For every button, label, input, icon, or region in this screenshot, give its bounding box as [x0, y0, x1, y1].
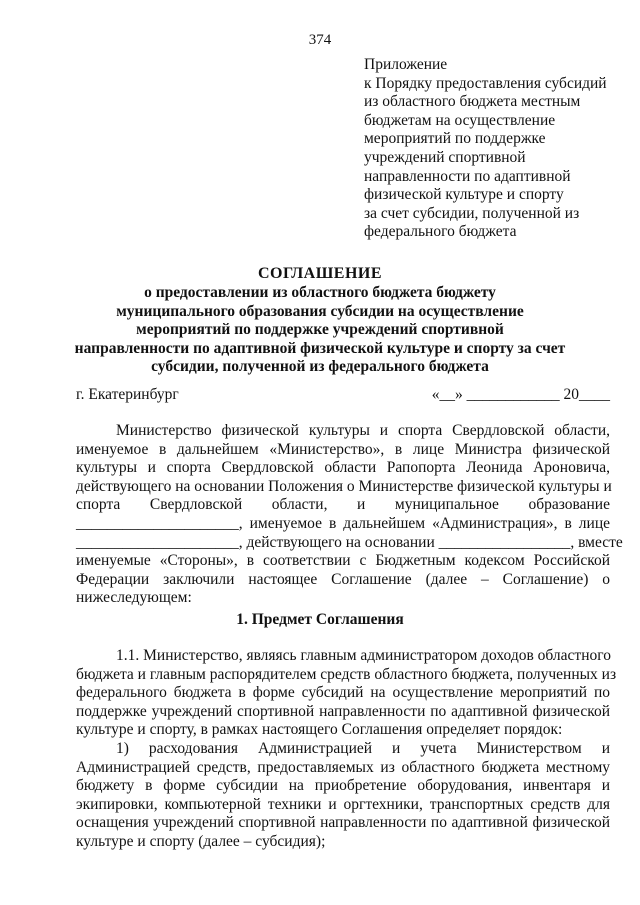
section-heading: 1. Предмет Соглашения — [236, 611, 404, 628]
appendix-line: Приложение — [364, 56, 448, 73]
appendix-line: физической культуре и спорту — [364, 186, 564, 204]
subtitle-line: муниципального образования субсидии на осуществление — [116, 302, 524, 320]
preamble-line: Министерство физической культуры и спорта Свердловской области, — [116, 422, 610, 439]
appendix-line: направленности по адаптивной — [364, 167, 571, 185]
clause-line: бюджета и главным распорядителем средств областного бюджета, полученных из — [76, 665, 617, 683]
subtitle-line: субсидии, полученной из федерального бюджета — [151, 358, 489, 376]
preamble-line: именуемые «Стороны», в соответствии с Бюджетным кодексом Российской — [76, 552, 610, 570]
subtitle-line: о предоставлении из областного бюджета бюджету — [144, 284, 496, 301]
appendix-line: учреждений спортивной — [364, 148, 526, 166]
appendix-header — [364, 56, 634, 242]
appendix-line: федерального бюджета — [364, 223, 517, 241]
subtitle-line: мероприятий по поддержке учреждений спортивной — [136, 321, 504, 339]
preamble-line: нижеследующем: — [76, 589, 192, 607]
clause-1-1 — [76, 647, 617, 740]
preamble-line: действующего на основании Положения о Министерстве физической культуры и — [76, 477, 612, 495]
agreement-date: «__» ____________ 20____ — [431, 386, 610, 403]
appendix-line: бюджетам на осуществление — [364, 111, 556, 129]
clause-line: культуре и спорту (далее – субсидия); — [76, 832, 326, 850]
preamble-paragraph — [76, 422, 623, 608]
clause-line: культуре и спорту, в рамках настоящего Соглашения определяет порядок: — [76, 721, 563, 739]
appendix-line: мероприятий по поддержке — [364, 130, 546, 148]
clause-1-1-item-1 — [76, 740, 610, 852]
clause-line: поддержке учреждений спортивной направленности по адаптивной физической — [76, 702, 610, 720]
preamble-line: Федерации заключили настоящее Соглашение (далее – Соглашение) о — [76, 570, 610, 588]
preamble-line: культуры и спорта Свердловской области Рапопорта Леонида Ароновича, — [76, 459, 610, 477]
preamble-line: _____________________, действующего на основании _________________, вместе — [76, 533, 623, 551]
agreement-title: СОГЛАШЕНИЕ — [257, 265, 383, 282]
clause-line: экипировки, компьютерной техники и оргтехники, транспортных средств для — [76, 795, 610, 813]
clause-line: федерального бюджета в форме субсидий на осуществление мероприятий по — [76, 684, 610, 702]
preamble-line: спорта Свердловской области, и муниципальное образование — [76, 496, 610, 514]
preamble-line: именуемое в дальнейшем «Министерство», в лице Министра физической — [76, 440, 610, 458]
agreement-subtitle — [60, 284, 580, 377]
page-number: 374 — [308, 32, 332, 48]
preamble-line: _____________________, именуемое в дальнейшем «Администрация», в лице — [76, 514, 610, 532]
place-city: г. Екатеринбург — [76, 386, 179, 403]
subtitle-line: направленности по адаптивной физической культуре и спорту за счет — [74, 339, 566, 357]
clause-line: оснащения учреждений спортивной направленности по адаптивной физической — [76, 814, 610, 832]
appendix-line: к Порядку предоставления субсидий — [364, 74, 607, 92]
place-date-line — [76, 386, 610, 406]
clause-line: 1.1. Министерство, являясь главным администратором доходов областного — [116, 647, 611, 664]
appendix-line: за счет субсидии, полученной из — [364, 204, 580, 222]
agreement-title-block — [60, 264, 580, 377]
clause-line: бюджету в форме субсидии на приобретение оборудования, инвентаря и — [76, 777, 610, 795]
clause-line: Администрацией средств, предоставляемых из областного бюджета местному — [76, 758, 610, 776]
appendix-line: из областного бюджета местным — [364, 93, 581, 111]
clause-line: 1) расходования Администрацией и учета Министерством и — [116, 740, 610, 757]
